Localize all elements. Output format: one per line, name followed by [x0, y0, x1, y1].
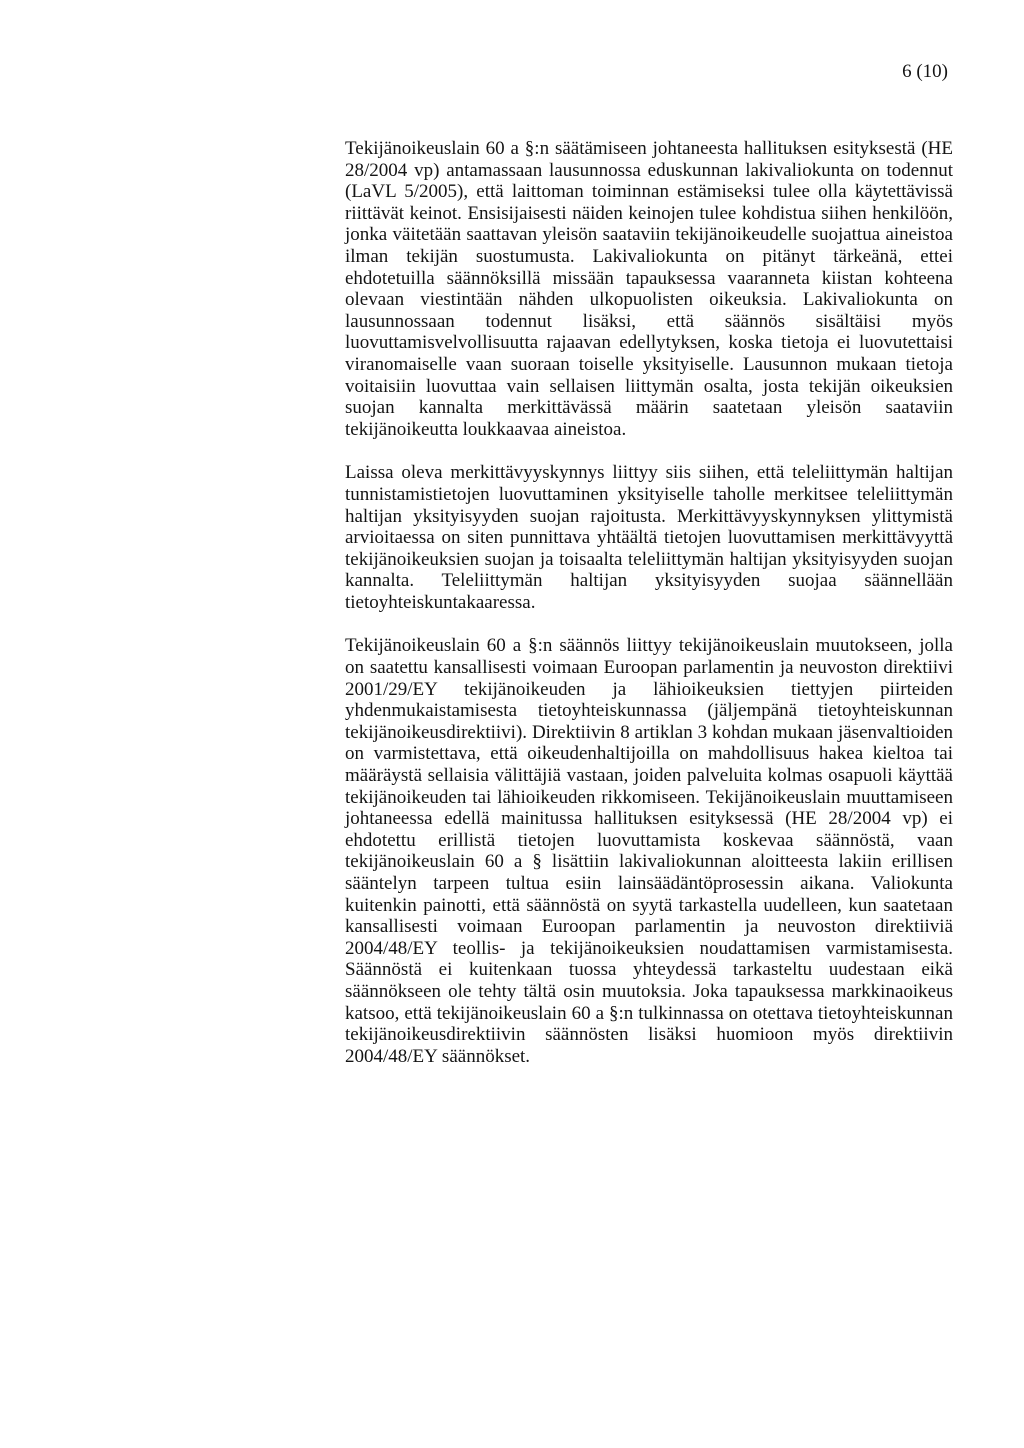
document-body [345, 138, 953, 1067]
page-number: 6 (10) [902, 61, 948, 82]
paragraph-materiality-threshold: Laissa oleva merkittävyyskynnys liittyy siis siihen, että teleliittymän haltijan tunnistamistietojen luovuttaminen yksityiselle taholle merkitsee teleliittymän haltijan yksityisyyden suojan rajoitusta. Merkittävyyskynnyksen ylittymistä arvioitaessa on siten punnittava yhtäältä tietojen luovuttamisen merkittävyyttä tekijänoikeuksien suojan ja toisaalta teleliittymän haltijan yksityisyyden suojan kannalta. Teleliittymän haltijan yksityisyyden suojaa säännellään tietoyhteiskuntakaaressa. [345, 462, 953, 613]
paragraph-directive-background: Tekijänoikeuslain 60 a §:n säännös liittyy tekijänoikeuslain muutokseen, jolla on saatettu kansallisesti voimaan Euroopan parlamentin ja neuvoston direktiivi 2001/29/EY tekijänoikeuden ja lähioikeuksien tiettyjen piirteiden yhdenmukaistamisesta tietoyhteiskunnassa (jäljempänä tietoyhteiskunnan tekijänoikeusdirektiivi). Direktiivin 8 artiklan 3 kohdan mukaan jäsenvaltioiden on varmistettava, että oikeudenhaltijoilla on mahdollisuus hakea kieltoa tai määräystä sellaisia välittäjiä vastaan, joiden palveluita kolmas osapuoli käyttää tekijänoikeuden tai lähioikeuden rikkomiseen. Tekijänoikeuslain muuttamiseen johtaneessa edellä mainitussa hallituksen esityksessä (HE 28/2004 vp) ei ehdotettu erillistä tietojen luovuttamista koskevaa säännöstä, vaan tekijänoikeuslain 60 a § lisättiin lakivaliokunnan aloitteesta lakiin erillisen sääntelyn tarpeen tultua esiin lainsäädäntöprosessin aikana. Valiokunta kuitenkin painotti, että säännöstä on syytä tarkastella uudelleen, kun saatetaan kansallisesti voimaan Euroopan parlamentin ja neuvoston direktiiviä 2004/48/EY teollis- ja tekijänoikeuksien noudattamisen varmistamisesta. Säännöstä ei kuitenkaan tuossa yhteydessä tarkasteltu uudestaan eikä säännökseen ole tehty tältä osin muutoksia. Joka tapauksessa markkinaoikeus katsoo, että tekijänoikeuslain 60 a §:n tulkinnassa on otettava tietoyhteiskunnan tekijänoikeusdirektiivin säännösten lisäksi huomioon myös direktiivin 2004/48/EY säännökset. [345, 635, 953, 1067]
paragraph-lakivaliokunta-statement: Tekijänoikeuslain 60 a §:n säätämiseen johtaneesta hallituksen esityksestä (HE 28/2004 vp) antamassaan lausunnossa eduskunnan lakivaliokunta on todennut (LaVL 5/2005), että laittoman toiminnan estämiseksi tulee olla käytettävissä riittävät keinot. Ensisijaisesti näiden keinojen tulee kohdistua siihen henkilöön, jonka väitetään saattavan yleisön saataviin tekijänoikeudelle suojattua aineistoa ilman tekijän suostumusta. Lakivaliokunta on pitänyt tärkeänä, ettei ehdotetuilla säännöksillä missään tapauksessa vaaranneta kiistan kohteena olevaan viestintään nähden ulkopuolisten oikeuksia. Lakivaliokunta on lausunnossaan todennut lisäksi, että säännös sisältäisi myös luovuttamisvelvollisuutta rajaavan edellytyksen, koska tietoja ei luovutettaisi viranomaiselle vaan suoraan toiselle yksityiselle. Lausunnon mukaan tietoja voitaisiin luovuttaa vain sellaisen liittymän osalta, josta tekijän oikeuksien suojan kannalta merkittävässä määrin saatetaan yleisön saataviin tekijänoikeutta loukkaavaa aineistoa. [345, 138, 953, 440]
